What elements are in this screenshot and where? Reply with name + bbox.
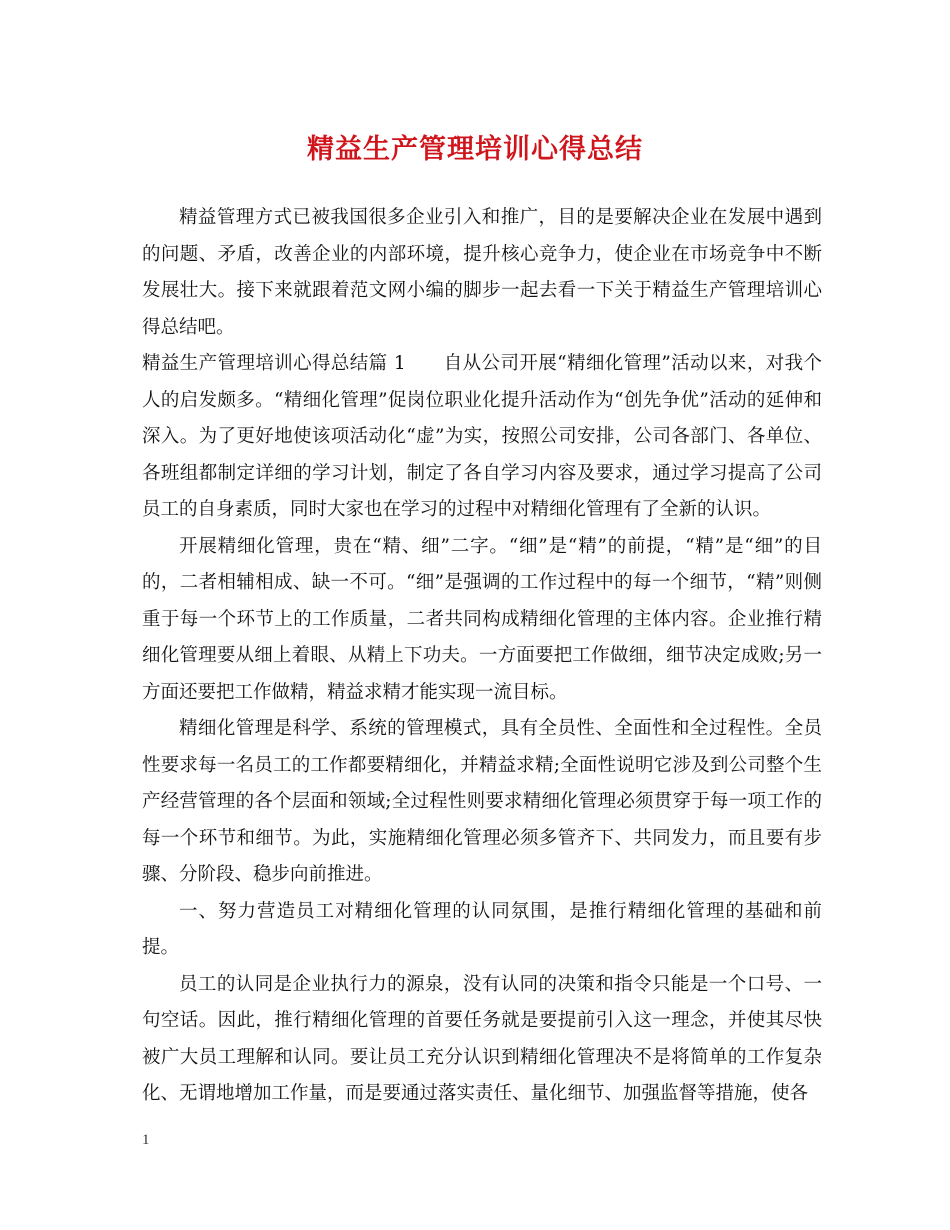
paragraph-precision: 开展精细化管理，贵在“精、细”二字。“细”是“精”的前提，“精”是“细”的目的，二者相辅相成、缺一不可。“细”是强调的工作过程中的每一个细节，“精”则侧重于每一个环节上的工作质量，二者共同构成精细化管理的主体内容。企业推行精细化管理要从细上着眼、从精上下功夫。一方面要把工作做细，细节决定成败;另一方面还要把工作做精，精益求精才能实现一流目标。 xyxy=(142,535,822,703)
page-number: 1 xyxy=(142,1132,150,1148)
paragraph-heading-one: 一、努力营造员工对精细化管理的认同氛围，是推行精细化管理的基础和前提。 xyxy=(142,900,822,958)
paragraph-intro: 精益管理方式已被我国很多企业引入和推广，目的是要解决企业在发展中遇到的问题、矛盾，改善企业的内部环境，提升核心竞争力，使企业在市场竞争中不断发展壮大。接下来就跟着范文网小编的脚步一起去看一下关于精益生产管理培训心得总结吧。 xyxy=(142,207,822,338)
document-body xyxy=(142,200,822,1113)
paragraph-system: 精细化管理是科学、系统的管理模式，具有全员性、全面性和全过程性。全员性要求每一名员工的工作都要精细化，并精益求精;全面性说明它涉及到公司整个生产经营管理的各个层面和领域;全过程性则要求精细化管理必须贯穿于每一项工作的每一个环节和细节。为此，实施精细化管理必须多管齐下、共同发力，而且要有步骤、分阶段、稳步向前推进。 xyxy=(142,718,822,885)
document-title: 精益生产管理培训心得总结 xyxy=(307,134,643,165)
paragraph-recognition: 员工的认同是企业执行力的源泉，没有认同的决策和指令只能是一个口号、一句空话。因此，推行精细化管理的首要任务就是要提前引入这一理念，并使其尽快被广大员工理解和认同。要让员工充分认识到精细化管理决不是将简单的工作复杂化、无谓地增加工作量，而是要通过落实责任、量化细节、加强监督等措施，使各 xyxy=(142,973,822,1104)
paragraph-part1: 精益生产管理培训心得总结篇 1 自从公司开展“精细化管理”活动以来，对我个人的启发颇多。“精细化管理”促岗位职业化提升活动作为“创先争优”活动的延伸和深入。为了更好地使该项活动化“虚”为实，按照公司安排，公司各部门、各单位、各班组都制定详细的学习计划，制定了各自学习内容及要求，通过学习提高了公司员工的自身素质，同时大家也在学习的过程中对精细化管理有了全新的认识。 xyxy=(142,353,822,520)
